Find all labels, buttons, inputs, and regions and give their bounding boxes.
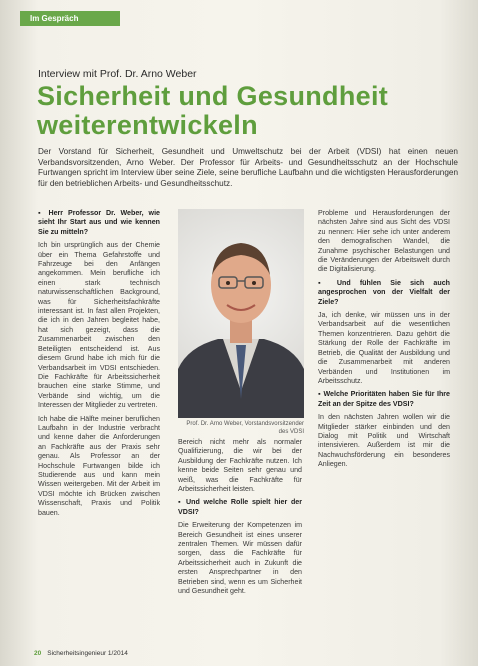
interview-answer: Ich habe die Hälfte meiner beruflichen Laufbahn in der Industrie verbracht und kenne daher die Anforderungen an Fachkräfte aus der Praxis sehr genau. Als Professor an der Hochschule Furtwangen bilde ich Studierende aus und kann mein Wissen weitergeben. Mit der Arbeit im VDSI möchte ich Brücken zwischen Wissenschaft, Praxis und Politik bauen. bbox=[38, 414, 160, 517]
publication-name: Sicherheitsingenieur 1/2014 bbox=[47, 650, 128, 657]
interview-answer: Die Erweiterung der Kompetenzen im Bereich Gesundheit ist eines unserer zentralen Themen. Wir müssen dafür sorgen, dass die Fachkräfte für Arbeitssicherheit auch in Zukunft die ersten Ansprechpartner in den Betrieben sind, wenn es um Sicherheit und Gesundheit geht. bbox=[178, 521, 302, 596]
interview-answer: Probleme und Herausforderungen der nächsten Jahre sind aus Sicht des VDSI zu nennen: Hier sehe ich unter anderem den demografischen Wandel, die Zunahme psychischer Belastungen und die Veränderungen der Arbeitswelt durch die Digitalisierung. bbox=[318, 209, 450, 274]
interview-answer: In den nächsten Jahren wollen wir die Mitglieder stärker einbinden und den Dialog mit Politik und Wirtschaft intensivieren. Außerdem ist mir die Nachwuchsförderung ein besonderes Anliegen. bbox=[318, 413, 450, 469]
column-3 bbox=[318, 209, 450, 641]
interview-question: ▪ Und welche Rolle spielt hier der VDSI? bbox=[178, 498, 302, 516]
page-footer bbox=[34, 650, 128, 657]
portrait-illustration bbox=[178, 209, 304, 418]
photo-caption: Prof. Dr. Arno Weber, Vorstandsvorsitzender des VDSI bbox=[186, 421, 304, 435]
interview-question: ▪ Welche Prioritäten haben Sie für Ihre Zeit an der Spitze des VDSI? bbox=[318, 390, 450, 408]
interview-answer: Ich bin ursprünglich aus der Chemie über ein Thema Gefahrstoffe und Fahrzeuge bei den Anfängen angekommen. Mein berufliche ich einen stark technisch naturwissenschaftlichen Background, was für Sicherheitsfachkräfte interessant ist. In fast allen Projekten, die ich in den Jahren begleitet habe, hat sich gezeigt, dass die Zusammenarbeit zwischen den Beteiligten entscheidend ist. Aus diesem Grund habe ich mich für die Verbandsarbeit im VDSI entschieden. Die Fachkräfte für Arbeitssicherheit brauchen eine starke Stimme, und Verbände sind wichtig, um die Interessen der Mitglieder zu vertreten. bbox=[38, 241, 160, 410]
kicker: Interview mit Prof. Dr. Arno Weber bbox=[38, 68, 197, 80]
interview-answer: Ja, ich denke, wir müssen uns in der Verbandsarbeit auf die wesentlichen Themen konzentrieren. Dazu gehört die Stärkung der Rolle der Fachkräfte im Betrieb, die Qualität der Ausbildung und die Zusammenarbeit mit anderen Verbänden und Institutionen im Arbeitsschutz. bbox=[318, 311, 450, 385]
page-number: 20 bbox=[34, 650, 42, 657]
column-2 bbox=[178, 438, 302, 641]
interview-answer: Bereich nicht mehr als normaler Qualifizierung, die wir bei der Ausbildung der Fachkräfte nutzen. Ich kenne beide Seiten sehr genau und weiß, was die Fachkräfte für Arbeitssicherheit leisten. bbox=[178, 438, 302, 494]
column-1 bbox=[38, 209, 160, 641]
headline: Sicherheit und Gesundheit weiterentwickeln bbox=[37, 81, 389, 140]
intro-paragraph: Der Vorstand für Sicherheit, Gesundheit und Umweltschutz bei der Arbeit (VDSI) hat einen neuen Verbandsvorsitzenden, Arno Weber. Der Professor für Arbeits- und Gesundheitsschutz an der Hochschule Furtwangen spricht im Interview über seine Ziele, seine berufliche Laufbahn und die wichtigsten Herausforderungen für den betrieblichen Arbeits- und Gesundheitsschutz. bbox=[38, 147, 458, 188]
section-tag: Im Gespräch bbox=[20, 11, 120, 26]
portrait-photo bbox=[178, 209, 304, 418]
interview-question: ▪ Und fühlen Sie sich auch angesprochen von der Vielfalt der Ziele? bbox=[318, 278, 450, 306]
interview-question: ▪ Herr Professor Dr. Weber, wie sieht Ihr Start aus und wie kennen Sie zu mitteln? bbox=[38, 209, 160, 236]
